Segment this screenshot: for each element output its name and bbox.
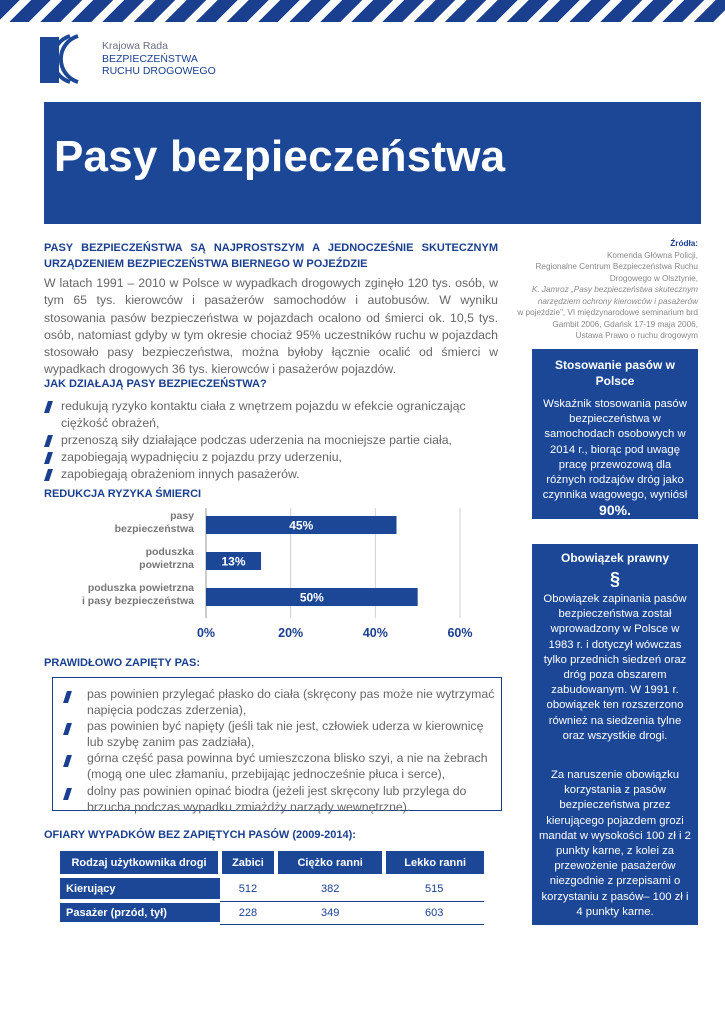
source-line: Ustawa Prawo o ruchu drogowym bbox=[575, 331, 698, 340]
source-line: Drogowego w Olsztynie, bbox=[609, 273, 698, 283]
chart-category-label: i pasy bezpieczeństwa bbox=[81, 595, 194, 607]
top-stripe bbox=[0, 0, 725, 22]
chart-category-label: bezpieczeństwa bbox=[114, 523, 194, 535]
table-cell: 382 bbox=[276, 878, 384, 901]
column-header: Ciężko ranni bbox=[276, 851, 384, 874]
chart-category-label: powietrzna bbox=[139, 559, 194, 571]
bullet-mark-icon bbox=[44, 452, 53, 464]
chart-svg bbox=[44, 506, 498, 646]
list-item: dolny pas powinien opinać biodra (jeżeli jest skręcony lub przylega do brzucha podczas wypadku zmiażdży narządy wewnętrzne). bbox=[59, 783, 497, 815]
chart-tick-label: 60% bbox=[447, 626, 473, 640]
list-item: redukują ryzyko kontaktu ciała z wnętrzem pojazdu w efekcie ograniczając ciężkość obrażeń, bbox=[44, 398, 498, 432]
page-title: Pasy bezpieczeństwa bbox=[54, 132, 506, 181]
usage-box bbox=[532, 349, 698, 519]
column-header: Rodzaj użytkownika drogi bbox=[60, 851, 220, 874]
paragraph-symbol-icon: § bbox=[609, 569, 620, 589]
chart-heading: REDUKCJA RYZYKA ŚMIERCI bbox=[44, 488, 202, 500]
chart-value-label: 45% bbox=[289, 518, 314, 533]
bullet-mark-icon bbox=[63, 788, 72, 800]
column-header: Zabici bbox=[220, 851, 276, 874]
bullet-mark-icon bbox=[44, 435, 53, 447]
chart-tick-label: 20% bbox=[278, 626, 304, 640]
usage-title: Stosowanie pasów w Polsce bbox=[554, 358, 676, 388]
table-cell: 349 bbox=[276, 901, 384, 924]
usage-value: 90%. bbox=[599, 502, 631, 519]
source-line: Komenda Główna Policji, bbox=[606, 250, 698, 260]
list-item: pas powinien przylegać płasko do ciała (skręcony pas może nie wytrzymać napięcia podczas zderzenia), bbox=[59, 686, 497, 718]
list-item: przenoszą siły działające podczas uderzenia na mocniejsze partie ciała, bbox=[44, 432, 498, 449]
chart-value-label: 50% bbox=[299, 590, 324, 605]
how-heading: JAK DZIAŁAJĄ PASY BEZPIECZEŃSTWA? bbox=[44, 378, 267, 390]
logo-line-2: BEZPIECZEŃSTWA bbox=[102, 52, 198, 65]
how-list bbox=[44, 398, 498, 483]
logo-line-3: RUCHU DROGOWEGO bbox=[102, 65, 216, 77]
chart-category-label: poduszka powietrzna bbox=[87, 582, 194, 594]
table-cell: 603 bbox=[384, 901, 484, 924]
bullet-mark-icon bbox=[63, 723, 72, 735]
usage-text: Wskaźnik stosowania pasów bezpieczeństwa w samochodach osobowych w 2014 r., biorąc pod uwagę pracę przewozową dla różnych rodzajów dróg jako czynnika wagowego, wyniósł bbox=[542, 398, 688, 502]
table-row bbox=[60, 901, 484, 924]
source-line: Gambit 2006, Gdańsk 17-19 maja 2006, bbox=[552, 319, 698, 329]
chart-tick-label: 0% bbox=[196, 626, 216, 640]
lead-paragraph: PASY BEZPIECZEŃSTWA SĄ NAJPROSTSZYM A JEDNOCZEŚNIE SKUTECZNYM URZĄDZENIEM BEZPIECZEŃSTWA BIERNEGO W POJEŹDZIE bbox=[44, 242, 498, 270]
bullet-mark-icon bbox=[44, 401, 53, 413]
source-line: K. Jamroz „Pasy bezpieczeństwa skutecznym bbox=[531, 285, 698, 294]
bullet-mark-icon bbox=[63, 691, 72, 703]
chart-category-label: poduszka bbox=[145, 546, 194, 558]
row-label: Pasażer (przód, tył) bbox=[60, 901, 220, 924]
correct-belt-box bbox=[52, 677, 502, 814]
victims-heading: OFIARY WYPADKÓW BEZ ZAPIĘTYCH PASÓW (2009-2014): bbox=[44, 829, 356, 841]
sources-title: Źródła: bbox=[670, 239, 698, 248]
bullet-mark-icon bbox=[63, 755, 72, 767]
source-line: narzędziem ochrony kierowców i pasażerów bbox=[537, 296, 698, 306]
chart-category-label: pasy bbox=[170, 510, 194, 522]
intro-paragraph: W latach 1991 – 2010 w Polsce w wypadkach drogowych zginęło 120 tys. osób, w tym 65 tys. kierowców i pasażerów samochodów i autobusów. W wyniku stosowania pasów bezpieczeństwa w pojazdach ocalono od śmierci ok. 10,5 tys. osób, natomiast gdyby w tym okresie chociaż 95% uczestników ruchu w pojazdach stosowało pasy bezpieczeństwa, można byłoby łącznie ocalić od śmierci w wypadkach drogowych 36 tys. kierowców i pasażerów pojazdów. bbox=[44, 276, 498, 377]
source-line: Regionalne Centrum Bezpieczeństwa Ruchu bbox=[535, 262, 698, 271]
correct-heading: PRAWIDŁOWO ZAPIĘTY PAS: bbox=[44, 657, 201, 669]
list-item: górna część pasa powinna być umieszczona blisko szyi, a nie na żebrach (mogą one ulec złamaniu, przebijając jednocześnie płuca i serce), bbox=[59, 750, 497, 782]
source-line: w pojeździe”, VI międzynarodowe seminarium brd bbox=[517, 308, 698, 317]
list-item: zapobiegają obrażeniom innych pasażerów. bbox=[44, 466, 498, 483]
row-label: Kierujący bbox=[60, 878, 220, 901]
chart-value-label: 13% bbox=[221, 554, 246, 569]
table-cell: 512 bbox=[220, 878, 276, 901]
law-text-2: Za naruszenie obowiązku korzystania z pasów bezpieczeństwa przez kierującego pojazdem grozi mandat w wysokości 100 zł i 2 punkty karne, z kolei za przewożenie pasażerów niezgodnie z przepisami o korzystaniu z pasów– 100 zł i 4 punkty karne. bbox=[539, 769, 691, 918]
title-banner bbox=[44, 102, 701, 224]
table-cell: 515 bbox=[384, 878, 484, 901]
krbrd-logo bbox=[40, 34, 240, 84]
bullet-mark-icon bbox=[44, 469, 53, 481]
table-header-row bbox=[60, 851, 484, 874]
list-item: zapobiegają wypadnięciu z pojazdu przy uderzeniu, bbox=[44, 449, 498, 466]
logo-emblem-icon bbox=[40, 34, 98, 84]
sources-block bbox=[506, 238, 698, 342]
law-text-1: Obowiązek zapinania pasów bezpieczeństwa został wprowadzony w Polsce w 1983 r. i dotyczył wówczas tylko przednich siedzeń oraz dróg poza obszarem zabudowanym. W 1991 r. obowiązek ten rozszerzono również na siedzenia tylne oraz wszystkie drogi. bbox=[543, 593, 687, 742]
risk-reduction-chart bbox=[44, 506, 498, 646]
list-item: pas powinien być napięty (jeśli tak nie jest, człowiek uderza w kierownicę lub szybę zanim pas zadziała), bbox=[59, 718, 497, 750]
table-row bbox=[60, 878, 484, 901]
table-cell: 228 bbox=[220, 901, 276, 924]
law-box bbox=[532, 544, 698, 925]
logo-line-1: Krajowa Rada bbox=[102, 40, 168, 52]
victims-table bbox=[60, 851, 484, 926]
chart-tick-label: 40% bbox=[362, 626, 388, 640]
column-header: Lekko ranni bbox=[384, 851, 484, 874]
law-title: Obowiązek prawny bbox=[560, 551, 670, 565]
